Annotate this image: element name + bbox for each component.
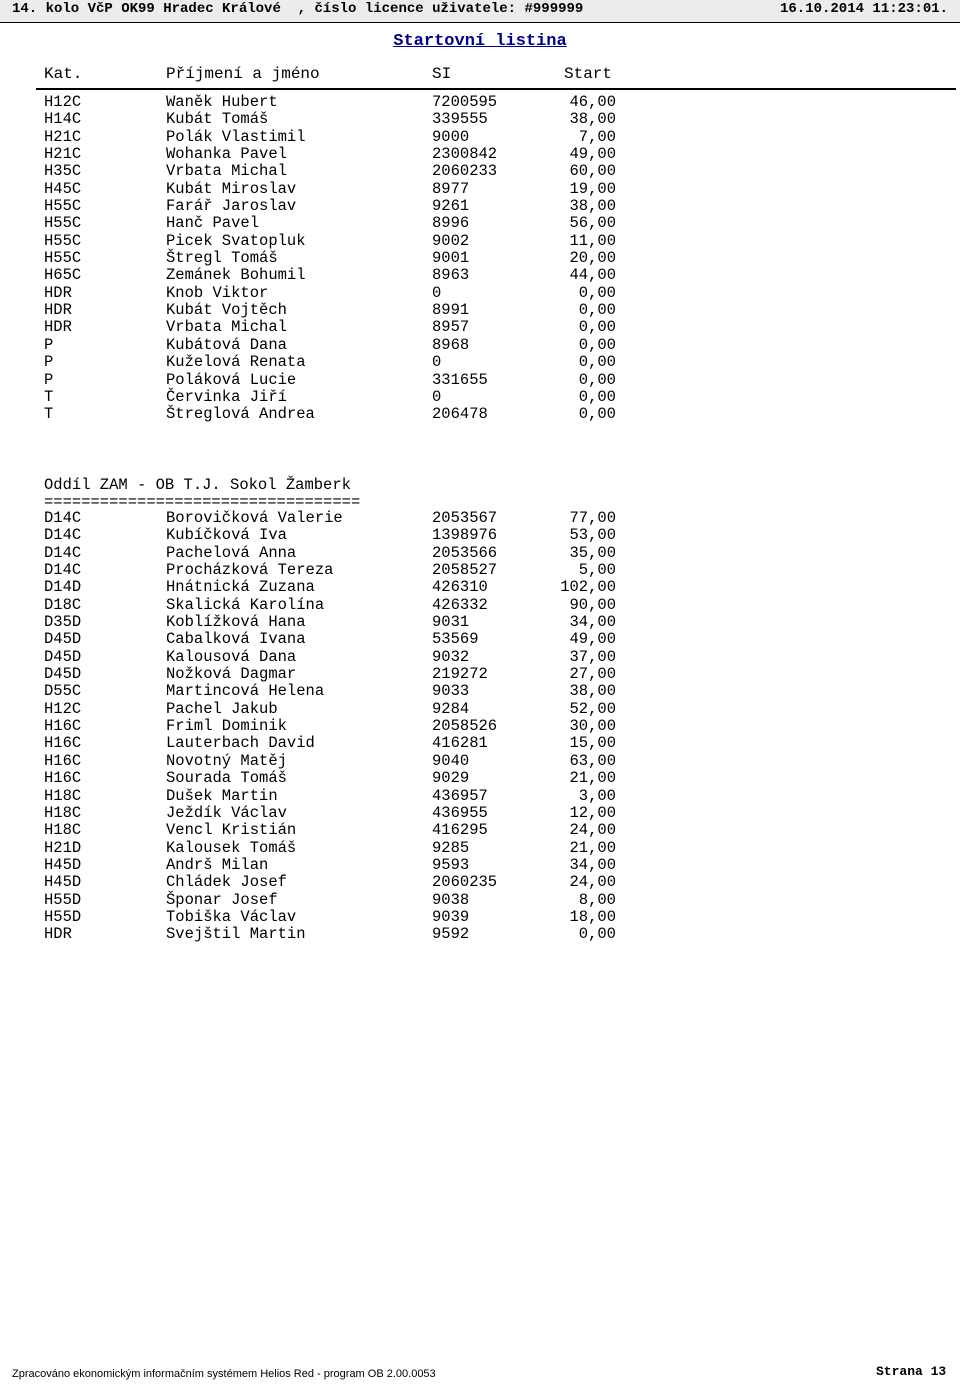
name-cell: Štreglová Andrea <box>166 405 315 424</box>
category-cell: D18C <box>44 595 82 614</box>
name-cell: Pachelová Anna <box>166 543 297 562</box>
name-cell: Nožková Dagmar <box>166 665 297 684</box>
table-row <box>0 874 960 891</box>
start-time-cell: 0,00 <box>578 387 616 406</box>
name-cell: Tobiška Václav <box>166 907 297 926</box>
start-time-cell: 19,00 <box>569 179 616 198</box>
start-time-cell: 20,00 <box>569 249 616 268</box>
category-cell: D14C <box>44 509 82 527</box>
start-time-cell: 63,00 <box>569 751 616 770</box>
table-row <box>0 597 960 614</box>
start-time-cell: 49,00 <box>569 630 616 649</box>
name-cell: Dušek Martin <box>166 786 278 805</box>
name-cell: Picek Svatopluk <box>166 231 306 250</box>
start-time-cell: 38,00 <box>569 110 616 129</box>
si-cell: 9001 <box>432 249 470 268</box>
category-cell: D45D <box>44 630 82 649</box>
name-cell: Wohanka Pavel <box>166 145 287 164</box>
start-time-cell: 102,00 <box>560 578 616 597</box>
print-datetime: 16.10.2014 11:23:01. <box>780 1 949 17</box>
category-cell: H21C <box>44 145 82 164</box>
header-rule <box>36 88 956 90</box>
name-cell: Kalousová Dana <box>166 647 297 666</box>
si-cell: 426310 <box>432 578 488 597</box>
table-row <box>0 267 960 284</box>
category-cell: H12C <box>44 93 82 111</box>
name-cell: Štregl Tomáš <box>166 249 278 268</box>
category-cell: D14C <box>44 526 82 545</box>
si-cell: 9031 <box>432 613 470 632</box>
table-row <box>0 285 960 302</box>
name-cell: Poláková Lucie <box>166 370 297 389</box>
si-cell: 53569 <box>432 630 479 649</box>
category-cell: H16C <box>44 751 82 770</box>
category-cell: T <box>44 387 54 406</box>
table-row <box>0 354 960 371</box>
table-row <box>0 753 960 770</box>
si-cell: 9592 <box>432 925 470 944</box>
si-cell: 416295 <box>432 821 488 840</box>
start-time-cell: 30,00 <box>569 717 616 736</box>
name-cell: Koblížková Hana <box>166 613 306 632</box>
header-bar <box>0 0 960 22</box>
column-header-start: Start <box>564 65 613 83</box>
category-cell: H45C <box>44 179 82 198</box>
category-cell: H12C <box>44 699 82 718</box>
si-cell: 0 <box>432 283 442 302</box>
section-rule: ================================== <box>44 493 361 511</box>
header-divider <box>0 22 960 23</box>
si-cell: 7200595 <box>432 93 498 111</box>
si-cell: 2300842 <box>432 145 498 164</box>
category-cell: H45D <box>44 855 82 874</box>
si-cell: 9033 <box>432 682 470 701</box>
name-cell: Chládek Josef <box>166 873 287 892</box>
category-cell: P <box>44 353 54 372</box>
category-cell: P <box>44 335 54 354</box>
category-cell: D35D <box>44 613 82 632</box>
start-time-cell: 11,00 <box>569 231 616 250</box>
start-time-cell: 24,00 <box>569 873 616 892</box>
si-cell: 2060233 <box>432 162 498 181</box>
name-cell: Kalousek Tomáš <box>166 838 297 857</box>
name-cell: Vrbata Michal <box>166 318 287 337</box>
footer-note: Zpracováno ekonomickým informačním systémem Helios Red - program OB 2.00.0053 <box>12 1368 436 1380</box>
si-cell: 9593 <box>432 855 470 874</box>
si-cell: 2058527 <box>432 561 498 580</box>
table-row <box>0 926 960 943</box>
si-cell: 8963 <box>432 266 470 285</box>
si-cell: 9000 <box>432 127 470 146</box>
start-time-cell: 7,00 <box>578 127 616 146</box>
category-cell: P <box>44 370 54 389</box>
start-time-cell: 90,00 <box>569 595 616 614</box>
start-time-cell: 34,00 <box>569 855 616 874</box>
start-time-cell: 21,00 <box>569 769 616 788</box>
category-cell: D55C <box>44 682 82 701</box>
category-cell: HDR <box>44 318 72 337</box>
name-cell: Knob Viktor <box>166 283 269 302</box>
column-header-si: SI <box>432 65 452 83</box>
name-cell: Červinka Jiří <box>166 387 287 406</box>
si-cell: 436957 <box>432 786 488 805</box>
si-cell: 219272 <box>432 665 488 684</box>
page-title: Startovní listina <box>393 32 567 51</box>
name-cell: Martincová Helena <box>166 682 325 701</box>
name-cell: Polák Vlastimil <box>166 127 306 146</box>
start-time-cell: 38,00 <box>569 197 616 216</box>
name-cell: Kubíčková Iva <box>166 526 287 545</box>
table-row <box>0 198 960 215</box>
table-row <box>0 909 960 926</box>
start-time-cell: 77,00 <box>569 509 616 527</box>
name-cell: Vrbata Michal <box>166 162 287 181</box>
start-time-cell: 0,00 <box>578 283 616 302</box>
category-cell: HDR <box>44 301 72 320</box>
start-time-cell: 56,00 <box>569 214 616 233</box>
category-cell: D45D <box>44 665 82 684</box>
category-cell: H55C <box>44 214 82 233</box>
start-time-cell: 8,00 <box>578 890 616 909</box>
table-row <box>0 857 960 874</box>
si-cell: 339555 <box>432 110 488 129</box>
si-cell: 206478 <box>432 405 488 424</box>
start-time-cell: 0,00 <box>578 301 616 320</box>
start-time-cell: 21,00 <box>569 838 616 857</box>
event-title: 14. kolo VčP OK99 Hradec Králové , číslo licence uživatele: #999999 <box>12 1 584 17</box>
table-row <box>0 649 960 666</box>
name-cell: Skalická Karolína <box>166 595 325 614</box>
name-cell: Kubát Tomáš <box>166 110 269 129</box>
name-cell: Šponar Josef <box>166 890 278 909</box>
category-cell: D45D <box>44 647 82 666</box>
start-time-cell: 0,00 <box>578 318 616 337</box>
name-cell: Kuželová Renata <box>166 353 306 372</box>
si-cell: 426332 <box>432 595 488 614</box>
start-time-cell: 53,00 <box>569 526 616 545</box>
table-row <box>0 406 960 423</box>
si-cell: 9029 <box>432 769 470 788</box>
table-row <box>0 389 960 406</box>
si-cell: 8996 <box>432 214 470 233</box>
si-cell: 2058526 <box>432 717 498 736</box>
category-cell: D14C <box>44 561 82 580</box>
table-row <box>0 146 960 163</box>
category-cell: HDR <box>44 283 72 302</box>
category-cell: H18C <box>44 786 82 805</box>
table-row <box>0 319 960 336</box>
si-cell: 9032 <box>432 647 470 666</box>
start-time-cell: 3,00 <box>578 786 616 805</box>
si-cell: 9002 <box>432 231 470 250</box>
si-cell: 9038 <box>432 890 470 909</box>
si-cell: 2053567 <box>432 509 498 527</box>
start-time-cell: 60,00 <box>569 162 616 181</box>
table-row <box>0 111 960 128</box>
category-cell: H21C <box>44 127 82 146</box>
category-cell: H16C <box>44 734 82 753</box>
table-row <box>0 233 960 250</box>
category-cell: H55C <box>44 231 82 250</box>
category-cell: H35C <box>44 162 82 181</box>
section-title: Oddíl ZAM - OB T.J. Sokol Žamberk <box>44 476 351 494</box>
table-row <box>0 822 960 839</box>
name-cell: Waněk Hubert <box>166 93 278 111</box>
table-row <box>0 545 960 562</box>
table-row <box>0 614 960 631</box>
start-time-cell: 37,00 <box>569 647 616 666</box>
name-cell: Novotný Matěj <box>166 751 287 770</box>
si-cell: 0 <box>432 353 442 372</box>
category-cell: H65C <box>44 266 82 285</box>
name-cell: Kubát Miroslav <box>166 179 297 198</box>
start-time-cell: 15,00 <box>569 734 616 753</box>
start-time-cell: 12,00 <box>569 803 616 822</box>
category-cell: H16C <box>44 769 82 788</box>
si-cell: 8957 <box>432 318 470 337</box>
name-cell: Cabalková Ivana <box>166 630 306 649</box>
table-row <box>0 302 960 319</box>
start-time-cell: 38,00 <box>569 682 616 701</box>
start-time-cell: 44,00 <box>569 266 616 285</box>
start-time-cell: 35,00 <box>569 543 616 562</box>
category-cell: H55D <box>44 907 82 926</box>
start-time-cell: 34,00 <box>569 613 616 632</box>
name-cell: Kubátová Dana <box>166 335 287 354</box>
category-cell: H55D <box>44 890 82 909</box>
table-row <box>0 579 960 596</box>
name-cell: Hnátnická Zuzana <box>166 578 315 597</box>
table-row <box>0 562 960 579</box>
table-row <box>0 892 960 909</box>
table-row <box>0 788 960 805</box>
name-cell: Pachel Jakub <box>166 699 278 718</box>
start-time-cell: 0,00 <box>578 405 616 424</box>
table-row <box>0 631 960 648</box>
si-cell: 2053566 <box>432 543 498 562</box>
si-cell: 1398976 <box>432 526 498 545</box>
name-cell: Zemánek Bohumil <box>166 266 306 285</box>
page-number: Strana 13 <box>876 1364 947 1379</box>
table-row <box>0 735 960 752</box>
si-cell: 9284 <box>432 699 470 718</box>
name-cell: Ježdík Václav <box>166 803 287 822</box>
si-cell: 9039 <box>432 907 470 926</box>
start-time-cell: 5,00 <box>578 561 616 580</box>
start-time-cell: 24,00 <box>569 821 616 840</box>
si-cell: 8968 <box>432 335 470 354</box>
category-cell: H14C <box>44 110 82 129</box>
si-cell: 2060235 <box>432 873 498 892</box>
category-cell: H55C <box>44 249 82 268</box>
category-cell: D14D <box>44 578 82 597</box>
si-cell: 9261 <box>432 197 470 216</box>
start-time-cell: 0,00 <box>578 370 616 389</box>
table-row <box>0 215 960 232</box>
table-row <box>0 701 960 718</box>
si-cell: 416281 <box>432 734 488 753</box>
start-time-cell: 18,00 <box>569 907 616 926</box>
si-cell: 9040 <box>432 751 470 770</box>
category-cell: H18C <box>44 821 82 840</box>
column-header-name: Příjmení a jméno <box>166 65 320 83</box>
table-row <box>0 666 960 683</box>
start-time-cell: 0,00 <box>578 335 616 354</box>
start-time-cell: 27,00 <box>569 665 616 684</box>
category-cell: H55C <box>44 197 82 216</box>
table-row <box>0 510 960 527</box>
name-cell: Kubát Vojtěch <box>166 301 287 320</box>
name-cell: Vencl Kristián <box>166 821 297 840</box>
name-cell: Lauterbach David <box>166 734 315 753</box>
start-list-top <box>0 94 960 424</box>
category-cell: D14C <box>44 543 82 562</box>
start-time-cell: 46,00 <box>569 93 616 111</box>
si-cell: 0 <box>432 387 442 406</box>
category-cell: H21D <box>44 838 82 857</box>
name-cell: Hanč Pavel <box>166 214 260 233</box>
name-cell: Procházková Tereza <box>166 561 334 580</box>
column-header-category: Kat. <box>44 65 83 83</box>
category-cell: H45D <box>44 873 82 892</box>
si-cell: 436955 <box>432 803 488 822</box>
name-cell: Borovičková Valerie <box>166 509 343 527</box>
start-list-section <box>0 510 960 944</box>
start-time-cell: 49,00 <box>569 145 616 164</box>
si-cell: 9285 <box>432 838 470 857</box>
table-row <box>0 372 960 389</box>
table-row <box>0 129 960 146</box>
table-row <box>0 805 960 822</box>
table-row <box>0 527 960 544</box>
start-time-cell: 0,00 <box>578 925 616 944</box>
si-cell: 331655 <box>432 370 488 389</box>
table-row <box>0 94 960 111</box>
si-cell: 8991 <box>432 301 470 320</box>
name-cell: Sourada Tomáš <box>166 769 287 788</box>
table-row <box>0 840 960 857</box>
table-row <box>0 770 960 787</box>
start-time-cell: 52,00 <box>569 699 616 718</box>
name-cell: Friml Dominik <box>166 717 287 736</box>
name-cell: Farář Jaroslav <box>166 197 297 216</box>
table-row <box>0 250 960 267</box>
table-row <box>0 337 960 354</box>
category-cell: H18C <box>44 803 82 822</box>
category-cell: H16C <box>44 717 82 736</box>
name-cell: Andrš Milan <box>166 855 269 874</box>
category-cell: HDR <box>44 925 72 944</box>
start-time-cell: 0,00 <box>578 353 616 372</box>
table-row <box>0 163 960 180</box>
table-row <box>0 718 960 735</box>
name-cell: Svejštil Martin <box>166 925 306 944</box>
table-row <box>0 683 960 700</box>
si-cell: 8977 <box>432 179 470 198</box>
category-cell: T <box>44 405 54 424</box>
table-row <box>0 181 960 198</box>
